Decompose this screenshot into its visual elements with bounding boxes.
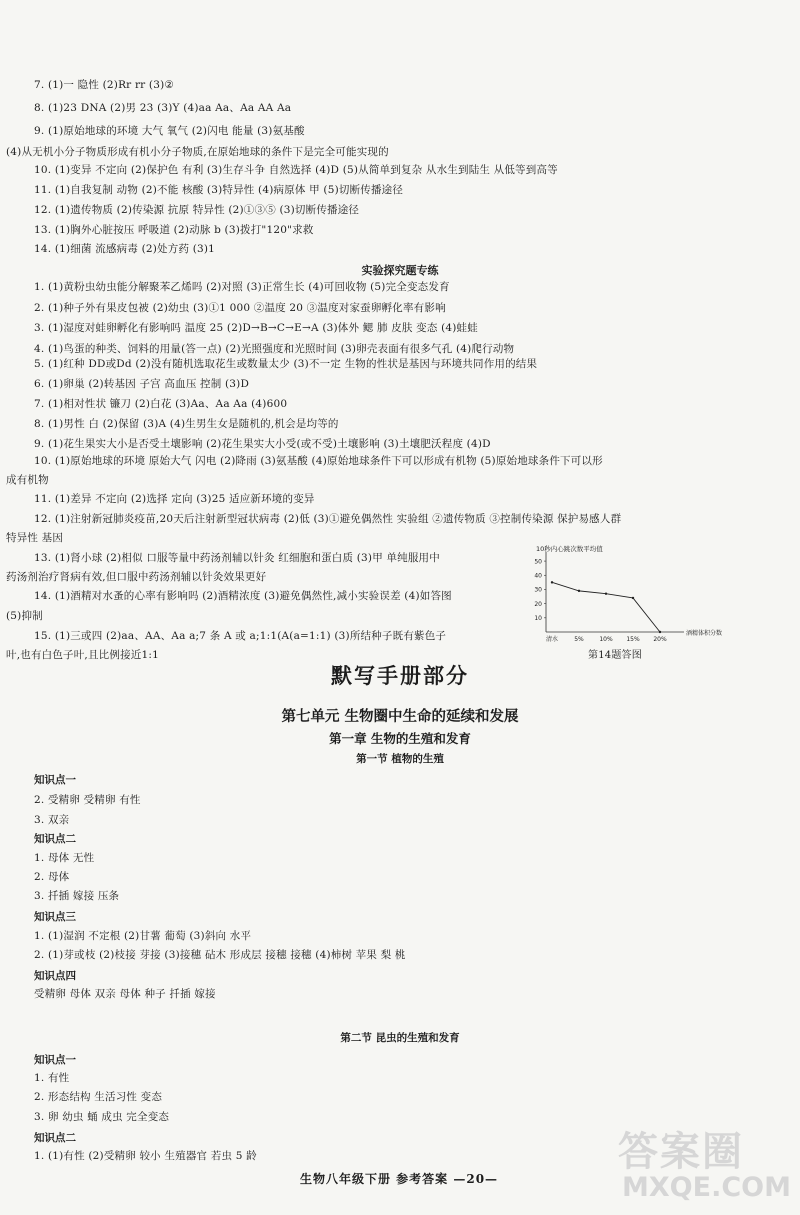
section-title-insect-reproduction: 第二节 昆虫的生殖和发育	[340, 1032, 460, 1044]
knowledge-line: 2. 形态结构 生活习性 变态	[34, 1091, 163, 1103]
experiment-answer-line: 14. (1)酒精对水蚤的心率有影响吗 (2)酒精浓度 (3)避免偶然性,减小实验误差 (4)如答图	[34, 590, 452, 602]
y-tick-label: 50	[534, 558, 542, 566]
knowledge-line: 1. 有性	[34, 1072, 70, 1084]
watermark-logo-top: 答案圈	[618, 1129, 744, 1175]
answer-line: 9. (1)原始地球的环境 大气 氧气 (2)闪电 能量 (3)氨基酸	[34, 125, 305, 137]
x-axis-label: 酒精体积分数	[686, 630, 723, 637]
data-point	[632, 597, 634, 599]
experiment-answer-line: 5. (1)红种 DD或Dd (2)没有随机选取花生或数量太少 (3)不一定 生物的性状是基因与环境共同作用的结果	[34, 358, 538, 370]
section-title-plant-reproduction: 第一节 植物的生殖	[356, 753, 444, 765]
experiment-answer-line: 2. (1)种子外有果皮包被 (2)幼虫 (3)①1 000 ②温度 20 ③温度对家蚕卵孵化率有影响	[34, 302, 446, 314]
answer-line: 7. (1)一 隐性 (2)Rr rr (3)②	[34, 79, 175, 91]
knowledge-line: 2. 母体	[34, 871, 70, 883]
experiment-answer-line: 9. (1)花生果实大小是否受土壤影响 (2)花生果实大小受(或不受)土壤影响 (3)土壤肥沃程度 (4)D	[34, 438, 491, 450]
experiment-answer-line: 药汤剂治疗肾病有效,但口服中药汤剂辅以针灸效果更好	[6, 571, 267, 583]
knowledge-line: 1. 母体 无性	[34, 852, 95, 864]
y-tick-label: 30	[534, 586, 542, 594]
y-tick-label: 10	[534, 615, 542, 623]
experiment-answer-line: 12. (1)注射新冠肺炎疫苗,20天后注射新型冠状病毒 (2)低 (3)①避免偶然性 实验组 ②遗传物质 ③控制传染源 保护易感人群	[34, 513, 622, 525]
experiment-answer-line: (5)抑制	[6, 610, 43, 622]
answer-line: 12. (1)遗传物质 (2)传染源 抗原 特异性 (2)①③⑤ (3)切断传播途径	[34, 204, 360, 216]
q14-answer-chart	[528, 544, 728, 652]
knowledge-line: 受精卵 母体 双亲 母体 种子 扦插 嫁接	[34, 988, 216, 1000]
unit-title: 第七单元 生物圈中生命的延续和发展	[281, 708, 519, 725]
x-tick-label: 20%	[653, 636, 667, 643]
knowledge-point-label: 知识点三	[34, 911, 76, 923]
knowledge-line: 3. 卵 幼虫 蛹 成虫 完全变态	[34, 1111, 170, 1123]
page-footer: 生物八年级下册 参考答案 —20—	[300, 1172, 499, 1186]
knowledge-line: 2. 受精卵 受精卵 有性	[34, 794, 141, 806]
experiment-answer-line: 3. (1)湿度对蛙卵孵化有影响吗 温度 25 (2)D→B→C→E→A (3)体外 鳃 肺 皮肤 变态 (4)蛙蛙	[34, 322, 478, 334]
chapter-title: 第一章 生物的生殖和发育	[329, 731, 471, 746]
manual-big-title: 默写手册部分	[331, 663, 469, 688]
y-tick-label: 20	[534, 600, 542, 608]
knowledge-line: 1. (1)湿润 不定根 (2)甘薯 葡萄 (3)斜向 水平	[34, 930, 252, 942]
experiment-answer-line: 成有机物	[6, 474, 49, 486]
answer-line: 14. (1)细菌 流感病毒 (2)处方药 (3)1	[34, 243, 216, 255]
answer-line: 8. (1)23 DNA (2)男 23 (3)Y (4)aa Aa、Aa AA Aa	[34, 102, 292, 114]
x-tick-label: 清水	[545, 636, 559, 643]
chart-title: 10秒内心跳次数平均值	[536, 545, 603, 553]
knowledge-line: 3. 扦插 嫁接 压条	[34, 890, 120, 902]
answer-line: 13. (1)胸外心脏按压 呼吸道 (2)动脉 b (3)拨打"120"求救	[34, 224, 314, 236]
experiment-answer-line: 4. (1)鸟蛋的种类、饲料的用量(答一点) (2)光照强度和光照时间 (3)卵壳表面有很多气孔 (4)爬行动物	[34, 343, 515, 355]
experiment-answer-line: 15. (1)三或四 (2)aa、AA、Aa a;7 条 A 或 a;1:1(A(a=1:1) (3)所结种子既有紫色子	[34, 630, 447, 642]
experiment-answer-line: 11. (1)差异 不定向 (2)选择 定向 (3)25 适应新环境的变异	[34, 493, 315, 505]
knowledge-point-label: 知识点二	[34, 833, 76, 845]
chart-caption: 第14题答图	[588, 650, 642, 661]
experiment-answer-line: 13. (1)肾小球 (2)相似 口服等量中药汤剂辅以针灸 红细胞和蛋白质 (3)甲 单纯服用中	[34, 552, 440, 564]
answer-line: 10. (1)变异 不定向 (2)保护色 有利 (3)生存斗争 自然选择 (4)D (5)从简单到复杂 从水生到陆生 从低等到高等	[34, 164, 558, 176]
y-tick-label: 40	[534, 572, 542, 580]
series-line	[552, 582, 660, 632]
x-tick-label: 10%	[599, 636, 613, 643]
answer-line: 11. (1)自我复制 动物 (2)不能 核酸 (3)特异性 (4)病原体 甲 (5)切断传播途径	[34, 184, 404, 196]
experiment-answer-line: 6. (1)卵巢 (2)转基因 子宫 高血压 控制 (3)D	[34, 378, 250, 390]
knowledge-point-label: 知识点一	[34, 774, 76, 786]
data-point	[605, 593, 607, 595]
answer-line: (4)从无机小分子物质形成有机小分子物质,在原始地球的条件下是完全可能实现的	[6, 146, 389, 158]
section-title-experiments: 实验探究题专练	[361, 264, 439, 277]
data-point	[659, 631, 661, 633]
experiment-answer-line: 8. (1)男性 白 (2)保留 (3)A (4)生男生女是随机的,机会是均等的	[34, 418, 339, 430]
experiment-answer-line: 特异性 基因	[6, 532, 64, 544]
knowledge-point-label: 知识点一	[34, 1054, 76, 1066]
data-point	[578, 590, 580, 592]
experiment-answer-line: 10. (1)原始地球的环境 原始大气 闪电 (2)降雨 (3)氨基酸 (4)原始地球条件下可以形成有机物 (5)原始地球条件下可以形	[34, 455, 603, 467]
experiment-answer-line: 7. (1)相对性状 镰刀 (2)白花 (3)Aa、Aa Aa (4)600	[34, 398, 288, 410]
knowledge-line: 2. (1)芽或枝 (2)枝接 芽接 (3)接穗 砧木 形成层 接穗 接穗 (4)柿树 苹果 梨 桃	[34, 949, 406, 961]
knowledge-point-label: 知识点二	[34, 1132, 76, 1144]
knowledge-point-label: 知识点四	[34, 970, 76, 982]
experiment-answer-line: 叶,也有白色子叶,且比例接近1:1	[6, 649, 159, 661]
x-tick-label: 15%	[626, 636, 640, 643]
experiment-answer-line: 1. (1)黄粉虫幼虫能分解聚苯乙烯吗 (2)对照 (3)正常生长 (4)可回收物 (5)完全变态发育	[34, 281, 450, 293]
knowledge-line: 1. (1)有性 (2)受精卵 较小 生殖器官 若虫 5 龄	[34, 1150, 257, 1162]
x-tick-label: 5%	[574, 636, 584, 643]
watermark-logo-bottom: MXQE.COM	[622, 1172, 791, 1203]
data-point	[551, 581, 553, 583]
knowledge-line: 3. 双亲	[34, 814, 70, 826]
